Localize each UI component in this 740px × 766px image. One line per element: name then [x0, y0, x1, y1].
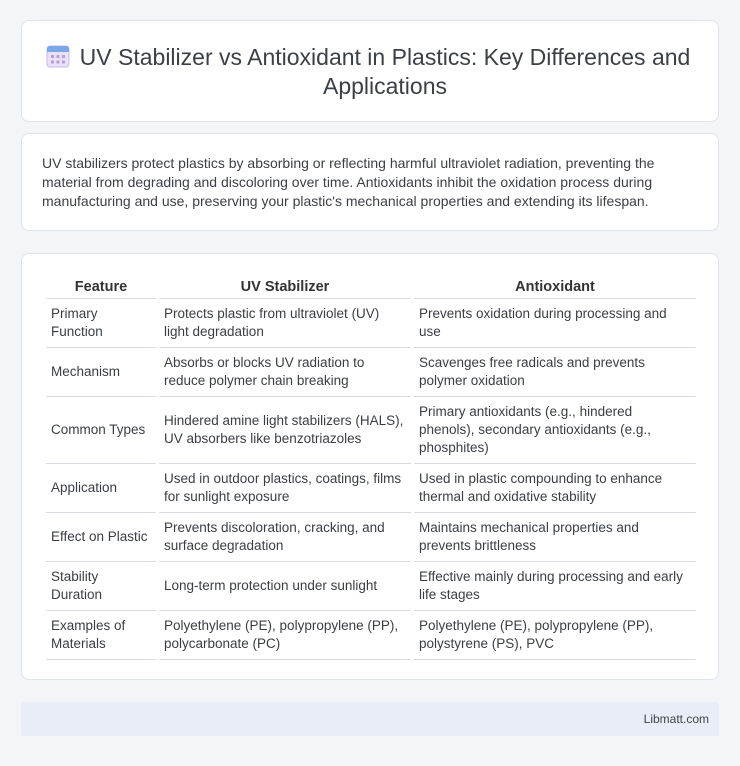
table-row	[46, 562, 696, 611]
footer-brand[interactable]: Libmatt.com	[643, 712, 709, 726]
header-feature: Feature	[46, 275, 156, 299]
page-title: UV Stabilizer vs Antioxidant in Plastics: Key Differences and Applications	[79, 44, 691, 99]
feature-cell: Effect on Plastic	[46, 513, 156, 562]
feature-cell: Common Types	[46, 397, 156, 464]
feature-cell: Application	[46, 464, 156, 513]
feature-cell: Examples of Materials	[46, 611, 156, 660]
feature-cell: Stability Duration	[46, 562, 156, 611]
uv-stabilizer-cell: Used in outdoor plastics, coatings, films for sunlight exposure	[159, 464, 411, 513]
header-antioxidant: Antioxidant	[414, 275, 696, 299]
uv-stabilizer-cell: Long-term protection under sunlight	[159, 562, 411, 611]
comparison-table	[43, 275, 699, 660]
uv-stabilizer-cell: Protects plastic from ultraviolet (UV) light degradation	[159, 299, 411, 348]
antioxidant-cell: Used in plastic compounding to enhance thermal and oxidative stability	[414, 464, 696, 513]
antioxidant-cell: Effective mainly during processing and early life stages	[414, 562, 696, 611]
table-row	[46, 299, 696, 348]
footer-bar	[21, 702, 719, 736]
title-card	[21, 20, 719, 122]
header-uv-stabilizer: UV Stabilizer	[159, 275, 411, 299]
table-header-row	[46, 275, 696, 299]
antioxidant-cell: Polyethylene (PE), polypropylene (PP), polystyrene (PS), PVC	[414, 611, 696, 660]
comparison-card	[21, 253, 719, 680]
antioxidant-cell: Maintains mechanical properties and prevents brittleness	[414, 513, 696, 562]
uv-stabilizer-cell: Absorbs or blocks UV radiation to reduce polymer chain breaking	[159, 348, 411, 397]
table-row	[46, 397, 696, 464]
uv-stabilizer-cell: Hindered amine light stabilizers (HALS), UV absorbers like benzotriazoles	[159, 397, 411, 464]
antioxidant-cell: Prevents oxidation during processing and use	[414, 299, 696, 348]
uv-stabilizer-cell: Polyethylene (PE), polypropylene (PP), polycarbonate (PC)	[159, 611, 411, 660]
table-row	[46, 513, 696, 562]
feature-cell: Mechanism	[46, 348, 156, 397]
table-row	[46, 611, 696, 660]
feature-cell: Primary Function	[46, 299, 156, 348]
uv-stabilizer-cell: Prevents discoloration, cracking, and surface degradation	[159, 513, 411, 562]
table-row	[46, 348, 696, 397]
antioxidant-cell: Scavenges free radicals and prevents polymer oxidation	[414, 348, 696, 397]
intro-paragraph: UV stabilizers protect plastics by absorbing or reflecting harmful ultraviolet radiation, preventing the material from degrading and discoloring over time. Antioxidants inhibit the oxidation process during manufacturing and use, preserving your plastic's mechanical properties and extending its lifespan.	[42, 155, 655, 209]
antioxidant-cell: Primary antioxidants (e.g., hindered phenols), secondary antioxidants (e.g., phosphites)	[414, 397, 696, 464]
intro-card	[21, 133, 719, 231]
table-row	[46, 464, 696, 513]
